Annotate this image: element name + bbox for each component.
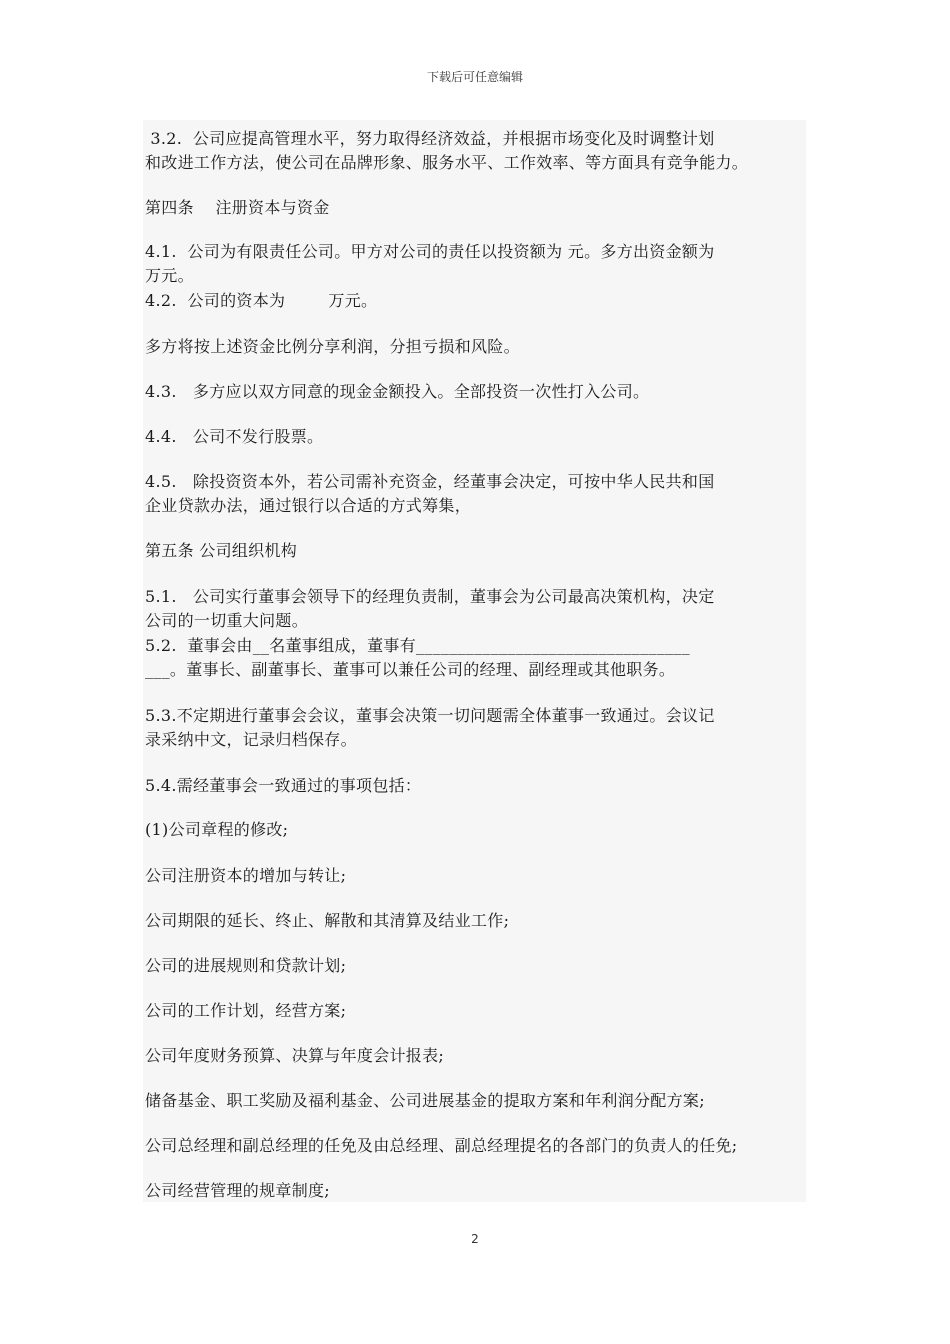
paragraph-5-3-line2: 录采纳中文，记录归档保存。 xyxy=(145,730,357,749)
list-item-4: 公司的进展规则和贷款计划; xyxy=(145,956,347,975)
article-5-heading: 第五条 公司组织机构 xyxy=(145,541,298,560)
paragraph-4-5-line1: 4.5. 除投资资本外，若公司需补充资金，经董事会决定，可按中华人民共和国 xyxy=(145,472,715,491)
paragraph-3-2-line1: 3.2. 公司应提高管理水平，努力取得经济效益，并根据市场变化及时调整计划 xyxy=(145,129,715,148)
paragraph-4-1-line1: 4.1. 公司为有限责任公司。甲方对公司的责任以投资额为 元。多方出资金额为 xyxy=(145,242,715,261)
paragraph-profit-share: 多方将按上述资金比例分享利润，分担亏损和风险。 xyxy=(145,337,520,356)
article-4-heading: 第四条 注册资本与资金 xyxy=(145,198,330,217)
paragraph-4-4: 4.4. 公司不发行股票。 xyxy=(145,427,324,446)
paragraph-5-1-line2: 公司的一切重大问题。 xyxy=(145,611,309,630)
list-item-9: 公司经营管理的规章制度; xyxy=(145,1181,330,1200)
list-item-5: 公司的工作计划，经营方案; xyxy=(145,1001,347,1020)
page-number: 2 xyxy=(471,1232,479,1246)
paragraph-5-1-line1: 5.1. 公司实行董事会领导下的经理负责制，董事会为公司最高决策机构，决定 xyxy=(145,587,715,606)
paragraph-5-3-line1: 5.3.不定期进行董事会会议，董事会决策一切问题需全体董事一致通过。会议记 xyxy=(145,706,715,725)
list-item-8: 公司总经理和副总经理的任免及由总经理、副总经理提名的各部门的负责人的任免; xyxy=(145,1136,738,1155)
paragraph-5-2-line1: 5.2. 董事会由__名董事组成，董事有_________________________________ xyxy=(145,636,690,655)
page-header: 下载后可任意编辑 xyxy=(426,70,523,84)
paragraph-3-2-line2: 和改进工作方法，使公司在品牌形象、服务水平、工作效率、等方面具有竞争能力。 xyxy=(145,153,749,172)
paragraph-4-5-line2: 企业贷款办法，通过银行以合适的方式筹集， xyxy=(145,496,472,515)
list-item-6: 公司年度财务预算、决算与年度会计报表; xyxy=(145,1046,445,1065)
list-item-7: 储备基金、职工奖励及福利基金、公司进展基金的提取方案和年利润分配方案; xyxy=(145,1091,705,1110)
paragraph-5-2-line2: ___。董事长、副董事长、董事可以兼任公司的经理、副经理或其他职务。 xyxy=(145,660,676,679)
paragraph-5-4: 5.4.需经董事会一致通过的事项包括： xyxy=(145,776,422,795)
document-body xyxy=(143,120,806,1202)
paragraph-4-2: 4.2. 公司的资本为 万元。 xyxy=(145,291,378,310)
paragraph-4-1-line2: 万元。 xyxy=(145,266,194,285)
list-item-2: 公司注册资本的增加与转让; xyxy=(145,866,347,885)
list-item-1: (1)公司章程的修改; xyxy=(145,820,289,839)
paragraph-4-3: 4.3. 多方应以双方同意的现金金额投入。全部投资一次性打入公司。 xyxy=(145,382,650,401)
list-item-3: 公司期限的延长、终止、解散和其清算及结业工作; xyxy=(145,911,510,930)
